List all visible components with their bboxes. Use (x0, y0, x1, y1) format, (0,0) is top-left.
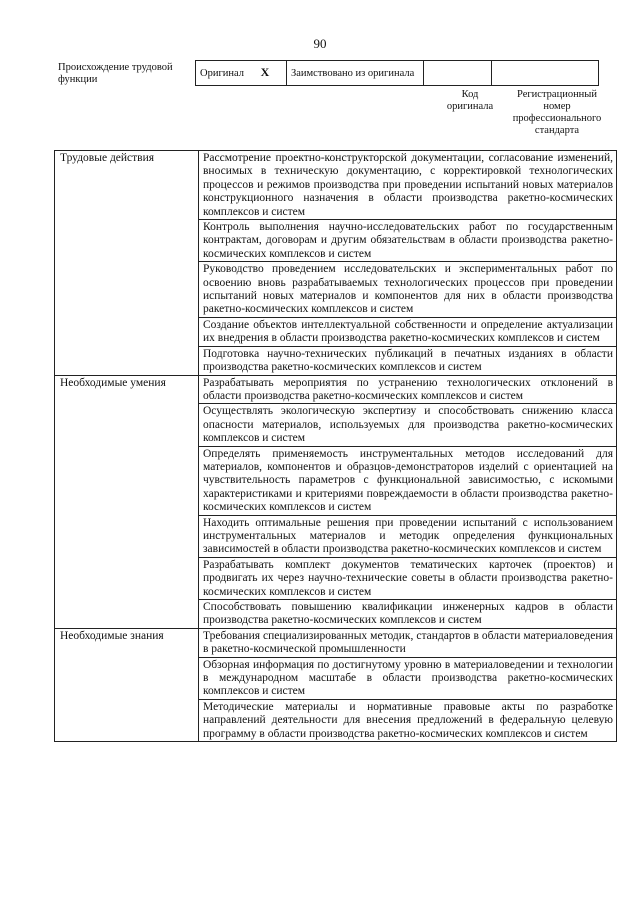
section-item: Требования специализированных методик, стандартов в области материаловедения в ракетно-космической промышленности (199, 628, 617, 657)
section-item: Определять применяемость инструментальных методов исследований для материалов, компонентов и образцов-демонстраторов изделий с ориентацией на чувствительность параметров с функциональной зависимостью, с искомыми характеристиками и критериями повреждаемости в области производства ракетно-космических комплексов и систем (199, 446, 617, 515)
section-item: Осуществлять экологическую экспертизу и способствовать снижению класса опасности материалов, используемых для производства ракетно-космических комплексов и систем (199, 404, 617, 446)
section-item: Разрабатывать комплект документов тематических карточек (проектов) и продвигать их через научно-технические советы в области производства ракетно-космических комплексов и систем (199, 557, 617, 599)
section-item: Обзорная информация по достигнутому уровню в материаловедении и технологии в международном масштабе в области производства ракетно-космических комплексов и систем (199, 657, 617, 699)
original-mark: X (260, 65, 270, 79)
code-cell (424, 61, 492, 86)
page-number: 90 (313, 36, 327, 51)
table-row (55, 628, 617, 657)
origin-table (195, 60, 599, 86)
section-item: Подготовка научно-технических публикаций в печатных изданиях в области производства ракетно-космических комплексов и систем (199, 346, 617, 375)
original-label: Оригинал (200, 68, 244, 79)
section-item: Разрабатывать мероприятия по устранению технологических отклонений в области производства ракетно-космических комплексов и систем (199, 375, 617, 404)
section-item: Руководство проведением исследовательских и экспериментальных работ по освоению вновь разрабатываемых технологических процессов при проведении испытаний новых материалов и компонентов для них в области производства ракетно-космических комплексов и систем (199, 262, 617, 318)
section-title: Необходимые знания (55, 628, 199, 741)
reg-number-label: Регистрационный номер профессионального стандарта (512, 89, 602, 136)
function-table (54, 150, 617, 742)
section-item: Рассмотрение проектно-конструкторской документации, согласование изменений, вносимых в техническую документацию, с корректировкой технологических процессов и режимов производства при проведении испытаний новых материалов конструкционного назначения в области производства ракетно-космических комплексов и систем (199, 151, 617, 220)
section-title: Необходимые умения (55, 375, 199, 628)
section-item: Методические материалы и нормативные правовые акты по разработке направлений деятельности для внесения предложений в федеральную целевую программу в области производства ракетно-космических комплексов и систем (199, 699, 617, 741)
section-item: Контроль выполнения научно-исследовательских работ по государственным контрактам, договорам и другим обязательствам в области производства ракетно-космических комплексов и систем (199, 220, 617, 262)
code-original-label: Код оригинала (446, 89, 494, 112)
borrowed-cell: Заимствовано из оригинала (287, 61, 424, 86)
original-cell (196, 61, 287, 86)
section-item: Способствовать повышению квалификации инженерных кадров в области производства ракетно-космических комплексов и систем (199, 600, 617, 629)
reg-number-cell (492, 61, 599, 86)
table-row (55, 375, 617, 404)
section-item: Находить оптимальные решения при проведении испытаний с использованием инструментальных материалов и методик определения функциональных зависимостей в области производства ракетно-космических комплексов и систем (199, 515, 617, 557)
section-title: Трудовые действия (55, 151, 199, 376)
table-row (55, 151, 617, 220)
section-item: Создание объектов интеллектуальной собственности и определение актуализации их внедрения в области производства ракетно-космических комплексов и систем (199, 317, 617, 346)
origin-label: Происхождение трудовой функции (58, 62, 173, 85)
